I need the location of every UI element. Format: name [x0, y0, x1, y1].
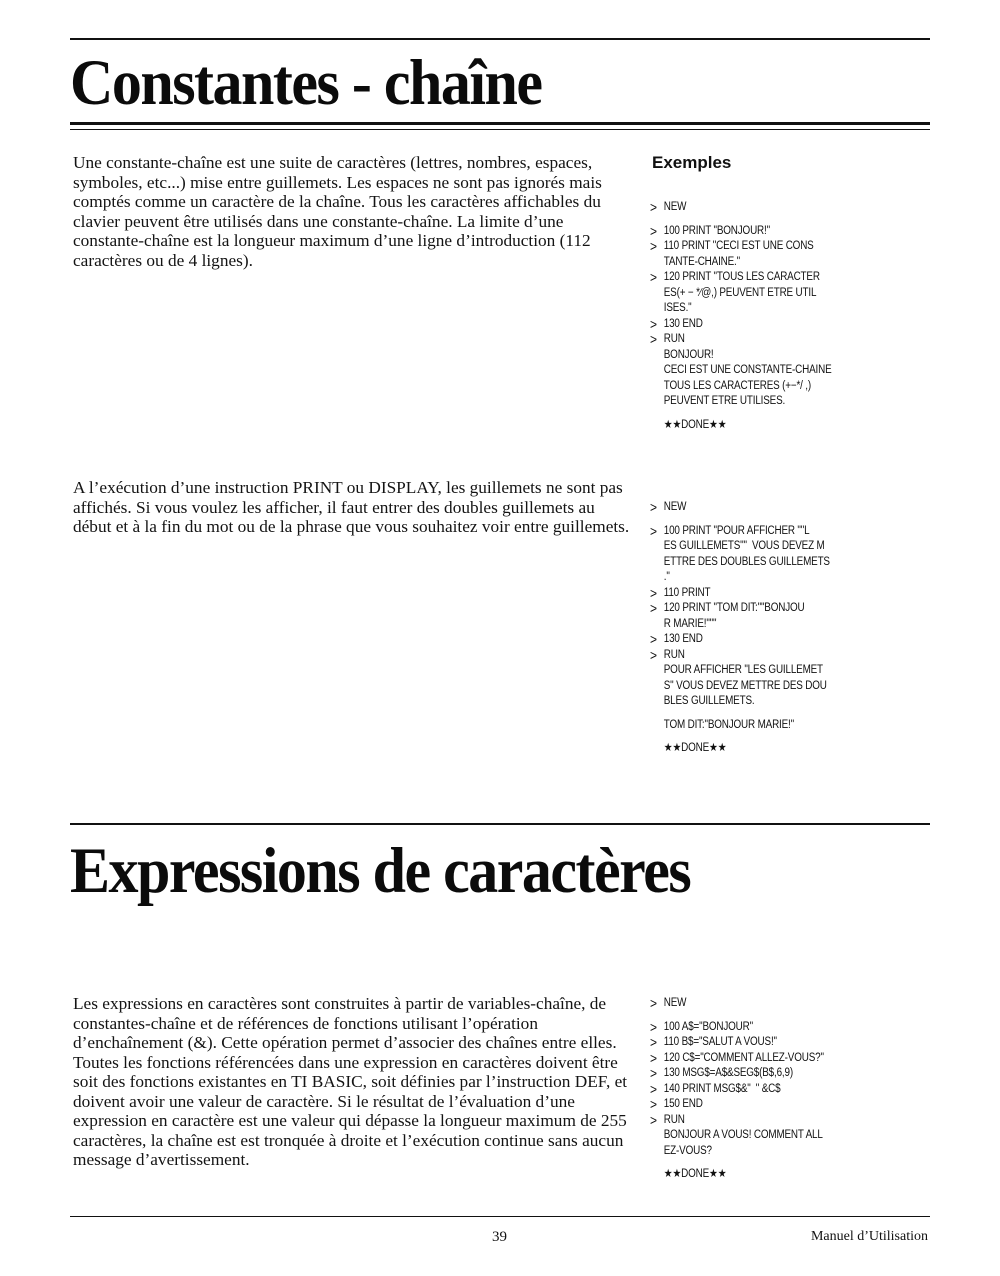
- code-line-text: ISES.": [663, 302, 692, 314]
- code-line: [650, 1113, 899, 1129]
- code-line-text: NEW: [663, 997, 687, 1009]
- code-line-text: 100 PRINT "POUR AFFICHER ""L: [663, 524, 810, 537]
- code-line: [650, 663, 899, 679]
- code-line-text: POUR AFFICHER "LES GUILLEMET: [663, 664, 823, 676]
- prompt-symbol: >: [650, 269, 657, 285]
- code-line-text: 120 C$="COMMENT ALLEZ-VOUS?": [663, 1051, 824, 1064]
- section-title-constantes-chaine: Constantes - chaîne: [70, 46, 542, 119]
- code-line: [650, 270, 899, 286]
- prompt-symbol: >: [650, 1111, 657, 1128]
- prompt-symbol: >: [650, 995, 657, 1011]
- code-line: [650, 348, 899, 364]
- code-line-text: 150 END: [663, 1098, 703, 1110]
- title-underline-thin: [70, 129, 930, 130]
- code-line-text: 110 PRINT: [663, 586, 711, 599]
- code-line: [650, 224, 899, 240]
- code-line-text: 110 B$="SALUT A VOUS!": [663, 1036, 777, 1048]
- code-line-text: 120 PRINT "TOUS LES CARACTER: [663, 271, 820, 283]
- code-line: [650, 317, 899, 333]
- code-line-text: ★★DONE★★: [663, 418, 727, 431]
- code-line: [650, 1167, 899, 1183]
- code-line-text: 140 PRINT MSG$&" " &C$: [663, 1082, 781, 1095]
- code-line-text: RUN: [663, 333, 685, 345]
- code-line: [650, 1097, 899, 1113]
- code-line-text: CECI EST UNE CONSTANTE-CHAINE: [663, 364, 832, 376]
- code-line-text: ES(+ − *∕@,) PEUVENT ETRE UTIL: [663, 286, 817, 299]
- code-line: [650, 617, 899, 633]
- code-line-text: R MARIE!""": [663, 617, 717, 630]
- code-line: [650, 200, 899, 216]
- examples-heading: Exemples: [652, 153, 732, 172]
- code-line: [650, 255, 899, 271]
- code-line: [650, 1144, 899, 1160]
- code-line: [650, 1020, 899, 1036]
- code-example-1: [650, 200, 899, 433]
- code-line: [650, 648, 899, 664]
- prompt-symbol: >: [650, 600, 657, 616]
- code-line-text: TANTE-CHAINE.": [663, 255, 740, 268]
- code-line: [650, 1082, 899, 1098]
- code-line: [650, 570, 899, 586]
- paragraph-constante-chaine-definition: Une constante-chaîne est une suite de caractères (lettres, nombres, espaces, symboles, etc...) mise entre guillemets. Les espaces ne sont pas ignorés mais comptés comme un caractère de la chaîne. Tous les caractères affichables du clavier peuvent être utilisés dans une constante-chaîne. La limite d’une constante-chaîne est la longueur maximum d’une ligne d’introduction (112 caractères ou de 4 lignes).: [73, 153, 602, 270]
- top-rule: [70, 38, 930, 40]
- code-line-text: ETTRE DES DOUBLES GUILLEMETS: [663, 555, 830, 568]
- code-line-text: .": [663, 571, 670, 583]
- code-line: [650, 539, 899, 555]
- code-line-text: S" VOUS DEVEZ METTRE DES DOU: [663, 679, 827, 692]
- code-line-text: 120 PRINT "TOM DIT:""BONJOU: [663, 602, 805, 614]
- code-line: [650, 555, 899, 571]
- code-line-text: BONJOUR A VOUS! COMMENT ALL: [663, 1129, 823, 1141]
- prompt-symbol: >: [650, 1018, 657, 1035]
- code-line-text: ES GUILLEMETS"" VOUS DEVEZ M: [663, 540, 825, 552]
- code-line: [650, 586, 899, 602]
- prompt-symbol: >: [650, 315, 657, 332]
- code-line: [650, 332, 899, 348]
- code-line: [650, 500, 899, 516]
- code-line: [650, 1128, 899, 1144]
- code-line: [650, 718, 899, 734]
- prompt-symbol: >: [650, 584, 657, 601]
- code-line-text: TOM DIT:"BONJOUR MARIE!": [663, 718, 794, 731]
- prompt-symbol: >: [650, 631, 657, 647]
- code-line: [650, 996, 899, 1012]
- code-line: [650, 363, 899, 379]
- code-line: [650, 286, 899, 302]
- code-line-text: NEW: [663, 201, 687, 213]
- prompt-symbol: >: [650, 1049, 657, 1066]
- code-line: [650, 601, 899, 617]
- paragraph-guillemets: A l’exécution d’une instruction PRINT ou DISPLAY, les guillemets ne sont pas affichés. Si vous voulez les afficher, il faut entrer des doubles guillemets au début et à la fin du mot ou de la phrase que vous souhaitez voir entre guillemets.: [73, 478, 630, 536]
- code-line-text: 110 PRINT "CECI EST UNE CONS: [663, 240, 814, 252]
- code-line: [650, 379, 899, 395]
- prompt-symbol: >: [650, 331, 657, 347]
- manual-title: Manuel d’Utilisation: [810, 1229, 928, 1244]
- code-line: [650, 301, 899, 317]
- code-line-text: 100 PRINT "BONJOUR!": [663, 224, 770, 237]
- code-line-text: RUN: [663, 1113, 685, 1126]
- code-line: [650, 1051, 899, 1067]
- code-line: [650, 1035, 899, 1051]
- section-title-expressions-de-caracteres: Expressions de caractères: [70, 834, 691, 907]
- code-line-text: BONJOUR!: [663, 348, 714, 361]
- code-line: [650, 694, 899, 710]
- code-line: [650, 524, 899, 540]
- footer-rule: [70, 1216, 930, 1217]
- code-line-text: TOUS LES CARACTERES (+−*/ ,): [663, 379, 812, 392]
- code-line-text: NEW: [663, 501, 687, 513]
- code-line-text: ★★DONE★★: [663, 742, 727, 754]
- code-example-2: [650, 500, 899, 757]
- page-number: 39: [492, 1229, 507, 1245]
- prompt-symbol: >: [650, 1065, 657, 1081]
- section-divider-rule: [70, 823, 930, 825]
- code-line: [650, 394, 899, 410]
- code-line: [650, 741, 899, 757]
- prompt-symbol: >: [650, 499, 657, 515]
- prompt-symbol: >: [650, 238, 657, 254]
- code-line: [650, 418, 899, 434]
- prompt-symbol: >: [650, 1080, 657, 1097]
- code-line-text: 100 A$="BONJOUR": [663, 1020, 753, 1033]
- code-line: [650, 632, 899, 648]
- code-line-text: RUN: [663, 648, 685, 661]
- prompt-symbol: >: [650, 222, 657, 239]
- code-line-text: BLES GUILLEMETS.: [663, 695, 755, 707]
- prompt-symbol: >: [650, 522, 657, 539]
- code-example-3: [650, 996, 899, 1183]
- code-line-text: 130 MSG$=A$&SEG$(B$,6,9): [663, 1067, 793, 1079]
- prompt-symbol: >: [650, 646, 657, 663]
- code-line-text: 130 END: [663, 317, 703, 330]
- code-line-text: 130 END: [663, 633, 703, 645]
- code-line-text: PEUVENT ETRE UTILISES.: [663, 395, 786, 407]
- code-line: [650, 239, 899, 255]
- prompt-symbol: >: [650, 1034, 657, 1050]
- prompt-symbol: >: [650, 1096, 657, 1112]
- title-underline-thick: [70, 122, 930, 125]
- code-line: [650, 679, 899, 695]
- paragraph-expressions-caracteres: Les expressions en caractères sont construites à partir de variables-chaîne, de constantes-chaîne et de références de fonctions utilisant l’opération d’enchaînement (&). Cette opération permet d’associer des chaînes entre elles. Toutes les fonctions référencées dans une expression en caractères doivent être soit des fonctions existantes en TI BASIC, soit définies par l’instruction DEF, et doivent avoir une valeur de caractère. Si le résultat de l’évaluation d’une expression en caractère est une valeur qui dépasse la longueur maximum de 255 caractères, la chaîne est est tronquée à droite et l’exécution continue sans aucun message d’avertissement.: [73, 994, 628, 1169]
- code-line-text: EZ-VOUS?: [663, 1144, 712, 1157]
- prompt-symbol: >: [650, 199, 657, 215]
- code-line-text: ★★DONE★★: [663, 1168, 727, 1180]
- code-line: [650, 1066, 899, 1082]
